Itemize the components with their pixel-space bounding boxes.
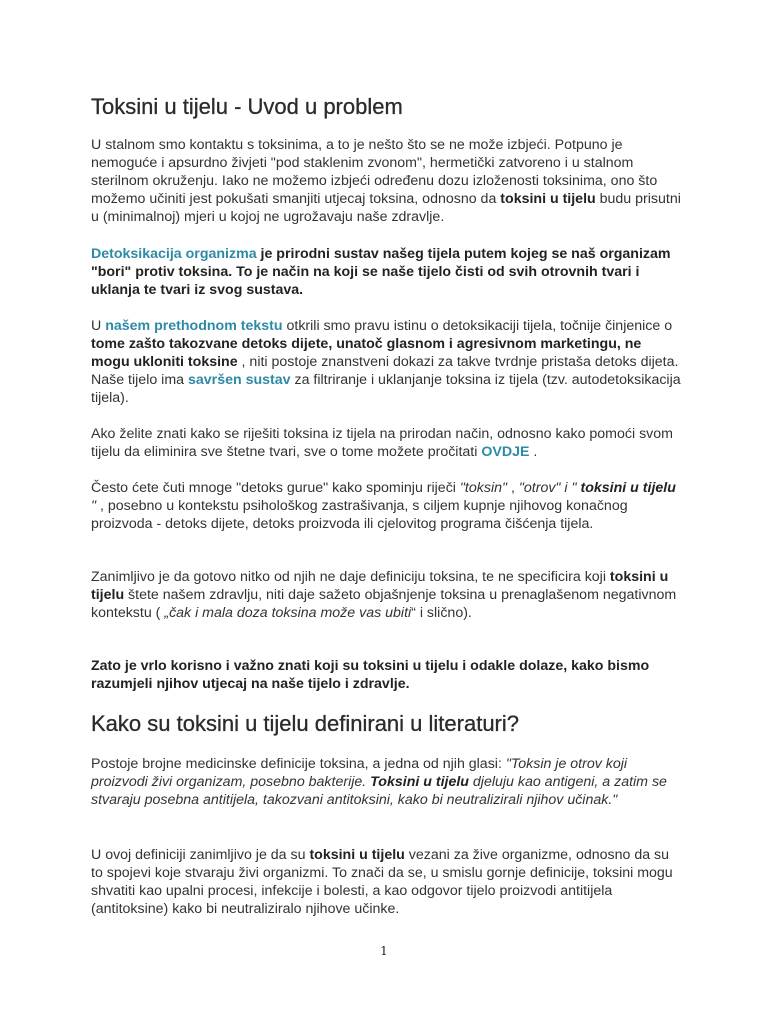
- text-run: U ovoj definiciji zanimljivo je da su: [91, 847, 310, 863]
- italic-run: "otrov" i ": [518, 480, 581, 496]
- bold-run: Zato je vrlo korisno i važno znati koji su toksini u tijelu i odakle dolaze, kako bismo razumjeli njihov utjecaj na naše tijelo i zdravlje.: [91, 658, 650, 692]
- text-run: , niti postoje znanstveni dokazi za takve tvrdnje pristaša detoks dijeta. Naše tijelo ima: [91, 354, 679, 388]
- text-run: U: [91, 318, 106, 334]
- italic-run: "Toksin je otrov koji proizvodi živi organizam, posebno bakterije.: [91, 756, 628, 790]
- medical-definition-paragraph: [91, 755, 683, 809]
- natural-removal-paragraph: [91, 425, 683, 461]
- bold-italic-run: toksini u tijelu: [580, 480, 676, 496]
- italic-run: „čak i mala doza toksina može vas ubiti: [164, 605, 412, 621]
- text-run: “ i slično).: [411, 605, 472, 621]
- text-run: za filtriranje i uklanjanje toksina iz tijela (tzv. autodetoksikacija tijela).: [91, 372, 681, 406]
- savrsen-sustav-link[interactable]: savršen sustav: [188, 372, 291, 388]
- ovdje-link[interactable]: OVDJE: [481, 444, 530, 460]
- detox-definition-paragraph: [91, 245, 683, 299]
- page-title: Toksini u tijelu - Uvod u problem: [91, 94, 403, 119]
- previous-article-paragraph: [91, 317, 683, 407]
- text-run: Često ćete čuti mnoge "detoks gurue" kako spominju riječi: [91, 480, 460, 496]
- text-run: , posebno u kontekstu psihološkog zastrašivanja, s ciljem kupnje njihovog konačnog proizvoda - detoks dijete, detoks proizvoda ili cjelovitog programa čišćenja tijela.: [91, 498, 628, 532]
- text-run: vezani za žive organizme, odnosno da su to spojevi koje stvaraju živi organizmi. To znači da se, u smislu gornje definicije, toksini mogu shvatiti kao upalni procesi, infekcije i bolesti, a kao odgovor tijelo proizvodi antitijela (antitoksine) kako bi neutraliziralo njihove učinke.: [91, 847, 673, 917]
- italic-run: djeluju kao antigeni, a zatim se stvaraju posebna antitijela, takozvani antitoksini, kako bi neutralizirali njihov učinak.": [91, 774, 667, 808]
- text-run: U stalnom smo kontaktu s toksinima, a to je nešto što se ne može izbjeći. Potpuno je nemoguće i apsurdno živjeti "pod staklenim zvonom", hermetički zatvoreno i u stalnom sterilnom okruženju. Iako ne možemo izbjeći određenu dozu izloženosti toksinima, ono što možemo učiniti jest pokušati smanjiti utjecaj toksina, odnosno da: [91, 137, 658, 207]
- text-run: .: [529, 444, 538, 460]
- bold-run: je prirodni sustav našeg tijela putem kojeg se naš organizam "bori" protiv toksina. To je način na koji se naše tijelo čisti od svih otrovnih tvari i uklanja te tvari iz svog sustava.: [91, 246, 671, 298]
- text-run: otkrili smo pravu istinu o detoksikaciji tijela, točnije činjenice o: [282, 318, 673, 334]
- section-heading: Kako su toksini u tijelu definirani u literaturi?: [91, 711, 520, 736]
- text-run: budu prisutni u (minimalnoj) mjeri u kojoj ne ugrožavaju naše zdravlje.: [91, 191, 681, 225]
- definition-analysis-paragraph: [91, 846, 683, 918]
- text-run: štete našem zdravlju, niti daje sažeto objašnjenje toksina u prenaglašenom negativnom kontekstu (: [91, 587, 677, 621]
- bold-run: toksini u tijelu: [91, 569, 669, 603]
- text-run: Ako želite znati kako se riješiti toksina iz tijela na prirodan način, odnosno kako pomoći svom tijelu da eliminira sve štetne tvari, sve o tome možete pročitati: [91, 426, 673, 460]
- conclusion-paragraph: [91, 657, 683, 693]
- bold-run: toksini u tijelu: [500, 191, 596, 207]
- bold-italic-run: Toksini u tijelu: [370, 774, 469, 790]
- text-run: Postoje brojne medicinske definicije toksina, a jedna od njih glasi:: [91, 756, 506, 772]
- text-run: Zanimljivo je da gotovo nitko od njih ne daje definiciju toksina, te ne specificira koji: [91, 569, 610, 585]
- italic-run: "toksin": [459, 480, 508, 496]
- page-number: 1: [380, 944, 388, 958]
- text-run: ,: [507, 480, 519, 496]
- intro-paragraph: [91, 136, 683, 226]
- previous-article-link[interactable]: našem prethodnom tekstu: [105, 318, 283, 334]
- bold-run: toksini u tijelu: [309, 847, 405, 863]
- bold-run: tome zašto takozvane detoks dijete, unatoč glasnom i agresivnom marketingu, ne mogu ukloniti toksine: [91, 336, 642, 370]
- no-definition-paragraph: [91, 568, 683, 622]
- italic-run: ": [91, 498, 97, 514]
- detox-gurus-paragraph: [91, 479, 683, 533]
- detoksikacija-organizma-link[interactable]: Detoksikacija organizma: [91, 246, 257, 262]
